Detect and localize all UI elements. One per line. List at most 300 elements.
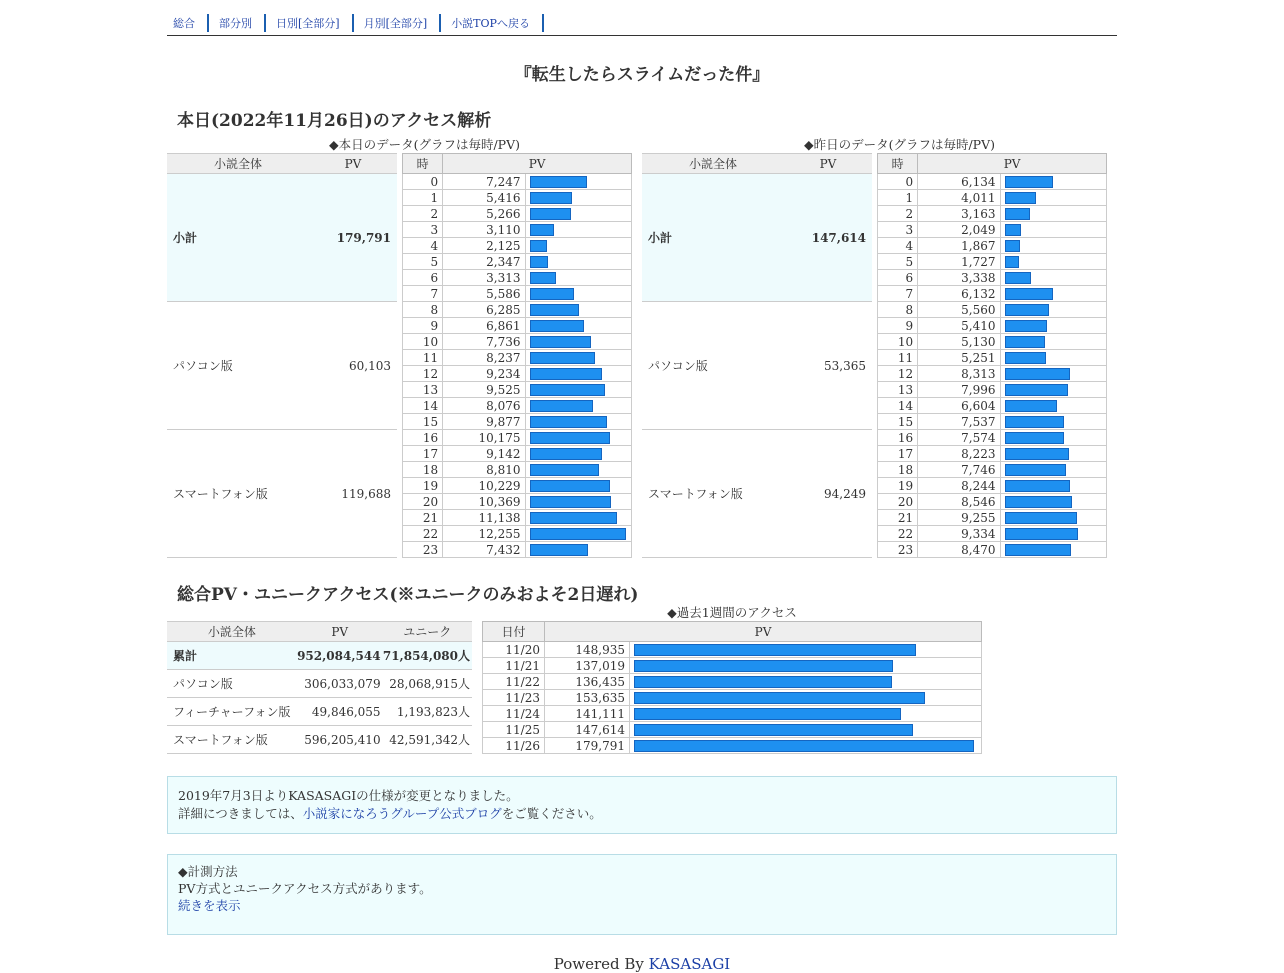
hour-cell: 19 bbox=[878, 478, 918, 494]
kasasagi-link[interactable]: KASASAGI bbox=[648, 955, 731, 973]
bar-cell bbox=[1000, 366, 1106, 382]
summary-row bbox=[167, 174, 397, 302]
bar-cell bbox=[1000, 286, 1106, 302]
hourly-row bbox=[403, 430, 632, 446]
pv-bar bbox=[1005, 192, 1036, 204]
nav-daily[interactable]: 日別[全部分] bbox=[276, 16, 340, 30]
novel-title: 『転生したらスライムだった件』 bbox=[514, 65, 770, 85]
hourly-row bbox=[403, 398, 632, 414]
total-label: 累計 bbox=[167, 642, 297, 670]
hourly-row bbox=[403, 222, 632, 238]
hourly-row bbox=[403, 318, 632, 334]
hour-cell: 2 bbox=[878, 206, 918, 222]
bar-cell bbox=[525, 302, 631, 318]
bar-cell bbox=[525, 414, 631, 430]
summary-value: 53,365 bbox=[784, 302, 872, 430]
pv-cell: 6,134 bbox=[918, 174, 1000, 190]
pv-bar bbox=[530, 192, 572, 204]
hour-cell: 13 bbox=[878, 382, 918, 398]
hourly-row bbox=[878, 398, 1107, 414]
hour-cell: 22 bbox=[878, 526, 918, 542]
week-title: ◆過去1週間のアクセス bbox=[667, 605, 797, 620]
summary-label: パソコン版 bbox=[167, 302, 309, 430]
bar-cell bbox=[525, 526, 631, 542]
yesterday-panel-title: ◆昨日のデータ(グラフは毎時/PV) bbox=[803, 137, 996, 152]
pv-cell: 8,546 bbox=[918, 494, 1000, 510]
bar-cell bbox=[1000, 206, 1106, 222]
hour-cell: 19 bbox=[403, 478, 443, 494]
hourly-row bbox=[878, 446, 1107, 462]
pv-bar bbox=[1005, 320, 1047, 332]
nav-by-part[interactable]: 部分別 bbox=[219, 16, 252, 30]
pv-bar bbox=[530, 544, 588, 556]
bar-cell bbox=[1000, 382, 1106, 398]
pv-bar bbox=[1005, 336, 1045, 348]
week-date: 11/26 bbox=[483, 738, 545, 754]
pv-cell: 5,410 bbox=[918, 318, 1000, 334]
pv-bar bbox=[530, 528, 626, 540]
summary-row bbox=[642, 302, 872, 430]
bar-cell bbox=[1000, 478, 1106, 494]
pv-cell: 5,130 bbox=[918, 334, 1000, 350]
hourly-row bbox=[403, 478, 632, 494]
week-panel bbox=[482, 605, 982, 754]
total-blocks bbox=[167, 605, 1117, 754]
pv-bar bbox=[530, 432, 610, 444]
pv-bar bbox=[530, 512, 617, 524]
pv-bar bbox=[1005, 416, 1064, 428]
nav-separator bbox=[542, 14, 544, 32]
pv-cell: 5,266 bbox=[443, 206, 525, 222]
hourly-row bbox=[403, 414, 632, 430]
pv-bar bbox=[1005, 496, 1072, 508]
bar-cell bbox=[525, 270, 631, 286]
show-more-link[interactable]: 続きを表示 bbox=[178, 898, 241, 913]
pv-cell: 7,996 bbox=[918, 382, 1000, 398]
pv-bar bbox=[530, 224, 554, 236]
hourly-row bbox=[403, 494, 632, 510]
hour-cell: 11 bbox=[878, 350, 918, 366]
hour-cell: 5 bbox=[878, 254, 918, 270]
pv-bar bbox=[1005, 432, 1064, 444]
bar-cell bbox=[630, 674, 982, 690]
pv-cell: 10,369 bbox=[443, 494, 525, 510]
summary-row bbox=[642, 430, 872, 558]
summary-label: パソコン版 bbox=[642, 302, 784, 430]
hourly-row bbox=[403, 382, 632, 398]
hour-cell: 22 bbox=[403, 526, 443, 542]
week-pv-bar bbox=[634, 692, 925, 704]
total-row bbox=[167, 698, 472, 726]
summary-label: スマートフォン版 bbox=[167, 430, 309, 558]
hour-cell: 10 bbox=[403, 334, 443, 350]
pv-cell: 8,244 bbox=[918, 478, 1000, 494]
bar-cell bbox=[630, 738, 982, 754]
week-date: 11/24 bbox=[483, 706, 545, 722]
pv-bar bbox=[1005, 368, 1070, 380]
bar-cell bbox=[525, 398, 631, 414]
pv-cell: 4,011 bbox=[918, 190, 1000, 206]
pv-bar bbox=[1005, 208, 1030, 220]
bar-cell bbox=[525, 542, 631, 558]
pv-bar bbox=[530, 240, 547, 252]
bar-cell bbox=[525, 206, 631, 222]
bar-cell bbox=[1000, 318, 1106, 334]
pv-bar bbox=[1005, 480, 1070, 492]
hourly-row bbox=[878, 350, 1107, 366]
hour-cell: 1 bbox=[403, 190, 443, 206]
total-heading: 総合PV・ユニークアクセス(※ユニークのみおよそ2日遅れ) bbox=[177, 585, 639, 605]
bar-cell bbox=[525, 222, 631, 238]
bar-cell bbox=[630, 722, 982, 738]
pv-cell: 7,736 bbox=[443, 334, 525, 350]
bar-cell bbox=[630, 690, 982, 706]
pv-bar bbox=[1005, 448, 1069, 460]
daily-blocks bbox=[167, 137, 1117, 558]
hourly-row bbox=[878, 270, 1107, 286]
hourly-header-hour: 時 bbox=[878, 154, 918, 174]
bar-cell bbox=[1000, 414, 1106, 430]
pv-bar bbox=[1005, 544, 1071, 556]
pv-cell: 10,175 bbox=[443, 430, 525, 446]
week-table bbox=[482, 621, 982, 754]
hour-cell: 23 bbox=[403, 542, 443, 558]
week-date: 11/20 bbox=[483, 642, 545, 658]
pv-cell: 5,416 bbox=[443, 190, 525, 206]
summary-row bbox=[167, 302, 397, 430]
bar-cell bbox=[525, 382, 631, 398]
week-pv: 136,435 bbox=[545, 674, 630, 690]
summary-header-pv: PV bbox=[309, 154, 397, 174]
bar-cell bbox=[1000, 334, 1106, 350]
week-date: 11/23 bbox=[483, 690, 545, 706]
hourly-row bbox=[878, 382, 1107, 398]
week-row bbox=[483, 738, 982, 754]
bar-cell bbox=[1000, 270, 1106, 286]
pv-bar bbox=[1005, 352, 1046, 364]
today-heading: 本日(2022年11月26日)のアクセス解析 bbox=[177, 111, 492, 131]
pv-cell: 9,234 bbox=[443, 366, 525, 382]
week-row bbox=[483, 642, 982, 658]
summary-label: スマートフォン版 bbox=[642, 430, 784, 558]
hour-cell: 12 bbox=[878, 366, 918, 382]
bar-cell bbox=[1000, 222, 1106, 238]
hour-cell: 6 bbox=[878, 270, 918, 286]
method-title: ◆計測方法 bbox=[178, 864, 238, 879]
hour-cell: 9 bbox=[403, 318, 443, 334]
hourly-row bbox=[403, 542, 632, 558]
summary-header-pv: PV bbox=[784, 154, 872, 174]
total-unique: 42,591,342人 bbox=[383, 726, 472, 754]
pv-cell: 12,255 bbox=[443, 526, 525, 542]
hourly-row bbox=[403, 462, 632, 478]
official-blog-link[interactable]: 小説家になろうグループ公式ブログ bbox=[302, 806, 502, 821]
nav-separator bbox=[264, 14, 266, 32]
pv-cell: 8,470 bbox=[918, 542, 1000, 558]
hourly-row bbox=[878, 478, 1107, 494]
top-nav bbox=[167, 10, 1117, 36]
bar-cell bbox=[1000, 494, 1106, 510]
bar-cell bbox=[1000, 510, 1106, 526]
pv-bar bbox=[530, 352, 595, 364]
hour-cell: 17 bbox=[878, 446, 918, 462]
total-table bbox=[167, 621, 472, 754]
bar-cell bbox=[525, 478, 631, 494]
hourly-row bbox=[878, 222, 1107, 238]
hourly-row bbox=[878, 526, 1107, 542]
today-panel-title: ◆本日のデータ(グラフは毎時/PV) bbox=[328, 137, 521, 152]
pv-bar bbox=[1005, 224, 1021, 236]
week-pv: 179,791 bbox=[545, 738, 630, 754]
hour-cell: 4 bbox=[878, 238, 918, 254]
total-row bbox=[167, 670, 472, 698]
hour-cell: 1 bbox=[878, 190, 918, 206]
hourly-row bbox=[403, 206, 632, 222]
pv-cell: 7,746 bbox=[918, 462, 1000, 478]
hourly-row bbox=[403, 350, 632, 366]
yesterday-hourly-table bbox=[877, 153, 1107, 558]
bar-cell bbox=[525, 366, 631, 382]
hour-cell: 21 bbox=[878, 510, 918, 526]
bar-cell bbox=[1000, 526, 1106, 542]
hourly-header-pv: PV bbox=[918, 154, 1107, 174]
bar-cell bbox=[1000, 174, 1106, 190]
week-date: 11/21 bbox=[483, 658, 545, 674]
bar-cell bbox=[525, 350, 631, 366]
pv-cell: 8,237 bbox=[443, 350, 525, 366]
pv-cell: 6,604 bbox=[918, 398, 1000, 414]
hourly-row bbox=[878, 174, 1107, 190]
total-panel bbox=[167, 605, 472, 754]
yesterday-summary-table bbox=[642, 153, 872, 558]
hour-cell: 17 bbox=[403, 446, 443, 462]
bar-cell bbox=[525, 318, 631, 334]
total-label: フィーチャーフォン版 bbox=[167, 698, 297, 726]
hourly-row bbox=[878, 334, 1107, 350]
pv-cell: 3,110 bbox=[443, 222, 525, 238]
hourly-row bbox=[403, 510, 632, 526]
today-panel bbox=[167, 137, 642, 558]
pv-bar bbox=[1005, 272, 1031, 284]
pv-bar bbox=[530, 416, 607, 428]
measurement-method bbox=[167, 854, 1117, 935]
notice-text: 詳細につきましては、 bbox=[178, 806, 303, 821]
bar-cell bbox=[525, 238, 631, 254]
total-label: スマートフォン版 bbox=[167, 726, 297, 754]
hour-cell: 14 bbox=[878, 398, 918, 414]
hour-cell: 8 bbox=[403, 302, 443, 318]
pv-cell: 6,132 bbox=[918, 286, 1000, 302]
hourly-row bbox=[403, 526, 632, 542]
pv-cell: 2,049 bbox=[918, 222, 1000, 238]
week-pv-bar bbox=[634, 724, 913, 736]
hour-cell: 0 bbox=[878, 174, 918, 190]
hour-cell: 3 bbox=[878, 222, 918, 238]
week-header-date: 日付 bbox=[483, 622, 545, 642]
week-pv: 141,111 bbox=[545, 706, 630, 722]
hourly-row bbox=[878, 238, 1107, 254]
pv-bar bbox=[1005, 176, 1053, 188]
hourly-row bbox=[878, 366, 1107, 382]
bar-cell bbox=[525, 446, 631, 462]
bar-cell bbox=[1000, 398, 1106, 414]
week-pv: 153,635 bbox=[545, 690, 630, 706]
hour-cell: 4 bbox=[403, 238, 443, 254]
pv-cell: 8,313 bbox=[918, 366, 1000, 382]
hour-cell: 6 bbox=[403, 270, 443, 286]
pv-cell: 5,586 bbox=[443, 286, 525, 302]
nav-overall[interactable]: 総合 bbox=[173, 16, 195, 30]
hourly-row bbox=[878, 494, 1107, 510]
bar-cell bbox=[1000, 238, 1106, 254]
hour-cell: 10 bbox=[878, 334, 918, 350]
total-header-novel: 小説全体 bbox=[167, 622, 297, 642]
nav-novel-top[interactable]: 小説TOPへ戻る bbox=[451, 16, 530, 30]
page bbox=[167, 0, 1117, 973]
week-pv-bar bbox=[634, 740, 974, 752]
bar-cell bbox=[525, 254, 631, 270]
pv-bar bbox=[530, 272, 556, 284]
pv-cell: 7,247 bbox=[443, 174, 525, 190]
hour-cell: 15 bbox=[403, 414, 443, 430]
bar-cell bbox=[1000, 430, 1106, 446]
pv-bar bbox=[1005, 384, 1068, 396]
week-pv: 147,614 bbox=[545, 722, 630, 738]
hour-cell: 11 bbox=[403, 350, 443, 366]
today-summary-table bbox=[167, 153, 397, 558]
week-pv-bar bbox=[634, 660, 893, 672]
hourly-row bbox=[403, 190, 632, 206]
nav-separator bbox=[439, 14, 441, 32]
hour-cell: 18 bbox=[878, 462, 918, 478]
bar-cell bbox=[1000, 446, 1106, 462]
hour-cell: 14 bbox=[403, 398, 443, 414]
hourly-row bbox=[403, 254, 632, 270]
pv-bar bbox=[1005, 288, 1053, 300]
hour-cell: 16 bbox=[403, 430, 443, 446]
pv-cell: 9,525 bbox=[443, 382, 525, 398]
hourly-header-pv: PV bbox=[443, 154, 632, 174]
hourly-row bbox=[878, 286, 1107, 302]
pv-bar bbox=[530, 288, 574, 300]
notice-line1: 2019年7月3日よりKASASAGIの仕様が変更となりました。 bbox=[178, 788, 519, 803]
hour-cell: 21 bbox=[403, 510, 443, 526]
nav-separator bbox=[352, 14, 354, 32]
today-hourly-table bbox=[402, 153, 632, 558]
bar-cell bbox=[525, 174, 631, 190]
pv-bar bbox=[530, 176, 587, 188]
summary-value: 119,688 bbox=[309, 430, 397, 558]
pv-bar bbox=[530, 496, 611, 508]
footer bbox=[167, 955, 1117, 973]
hourly-row bbox=[878, 414, 1107, 430]
pv-cell: 7,432 bbox=[443, 542, 525, 558]
pv-cell: 6,285 bbox=[443, 302, 525, 318]
bar-cell bbox=[1000, 350, 1106, 366]
summary-value: 179,791 bbox=[309, 174, 397, 302]
hourly-row bbox=[403, 334, 632, 350]
bar-cell bbox=[1000, 254, 1106, 270]
pv-cell: 2,347 bbox=[443, 254, 525, 270]
total-pv: 49,846,055 bbox=[297, 698, 383, 726]
pv-cell: 9,255 bbox=[918, 510, 1000, 526]
hourly-row bbox=[878, 254, 1107, 270]
pv-cell: 8,810 bbox=[443, 462, 525, 478]
hour-cell: 5 bbox=[403, 254, 443, 270]
week-pv: 148,935 bbox=[545, 642, 630, 658]
hour-cell: 20 bbox=[403, 494, 443, 510]
summary-row bbox=[167, 430, 397, 558]
pv-bar bbox=[530, 400, 593, 412]
week-date: 11/22 bbox=[483, 674, 545, 690]
hour-cell: 13 bbox=[403, 382, 443, 398]
pv-bar bbox=[1005, 240, 1020, 252]
pv-bar bbox=[1005, 256, 1019, 268]
hour-cell: 0 bbox=[403, 174, 443, 190]
bar-cell bbox=[1000, 542, 1106, 558]
bar-cell bbox=[1000, 462, 1106, 478]
spec-change-notice bbox=[167, 776, 1117, 834]
week-header-pv: PV bbox=[545, 622, 982, 642]
pv-bar bbox=[530, 368, 602, 380]
week-row bbox=[483, 690, 982, 706]
pv-bar bbox=[1005, 400, 1057, 412]
nav-separator bbox=[207, 14, 209, 32]
pv-bar bbox=[530, 384, 605, 396]
pv-cell: 9,142 bbox=[443, 446, 525, 462]
pv-bar bbox=[530, 448, 602, 460]
method-text: PV方式とユニークアクセス方式があります。 bbox=[178, 881, 432, 896]
pv-cell: 3,338 bbox=[918, 270, 1000, 286]
hourly-row bbox=[403, 446, 632, 462]
hourly-row bbox=[878, 190, 1107, 206]
week-pv-bar bbox=[634, 708, 901, 720]
summary-row bbox=[642, 174, 872, 302]
hour-cell: 20 bbox=[878, 494, 918, 510]
pv-cell: 7,537 bbox=[918, 414, 1000, 430]
pv-cell: 7,574 bbox=[918, 430, 1000, 446]
hour-cell: 2 bbox=[403, 206, 443, 222]
notice-text: をご覧ください。 bbox=[501, 806, 602, 821]
hour-cell: 7 bbox=[403, 286, 443, 302]
footer-text: Powered By bbox=[553, 955, 649, 973]
summary-label: 小計 bbox=[167, 174, 309, 302]
total-unique: 28,068,915人 bbox=[383, 670, 472, 698]
bar-cell bbox=[525, 190, 631, 206]
pv-bar bbox=[1005, 304, 1049, 316]
pv-cell: 8,223 bbox=[918, 446, 1000, 462]
week-row bbox=[483, 706, 982, 722]
total-header-pv: PV bbox=[297, 622, 383, 642]
week-row bbox=[483, 674, 982, 690]
total-pv: 596,205,410 bbox=[297, 726, 383, 754]
pv-cell: 2,125 bbox=[443, 238, 525, 254]
bar-cell bbox=[1000, 190, 1106, 206]
hourly-header-hour: 時 bbox=[403, 154, 443, 174]
hourly-row bbox=[403, 174, 632, 190]
hourly-row bbox=[878, 462, 1107, 478]
bar-cell bbox=[630, 658, 982, 674]
week-pv: 137,019 bbox=[545, 658, 630, 674]
pv-bar bbox=[530, 336, 591, 348]
hour-cell: 7 bbox=[878, 286, 918, 302]
week-pv-bar bbox=[634, 644, 916, 656]
nav-monthly[interactable]: 月別[全部分] bbox=[363, 16, 428, 30]
summary-header-novel: 小説全体 bbox=[167, 154, 309, 174]
pv-cell: 8,076 bbox=[443, 398, 525, 414]
summary-value: 60,103 bbox=[309, 302, 397, 430]
bar-cell bbox=[1000, 302, 1106, 318]
